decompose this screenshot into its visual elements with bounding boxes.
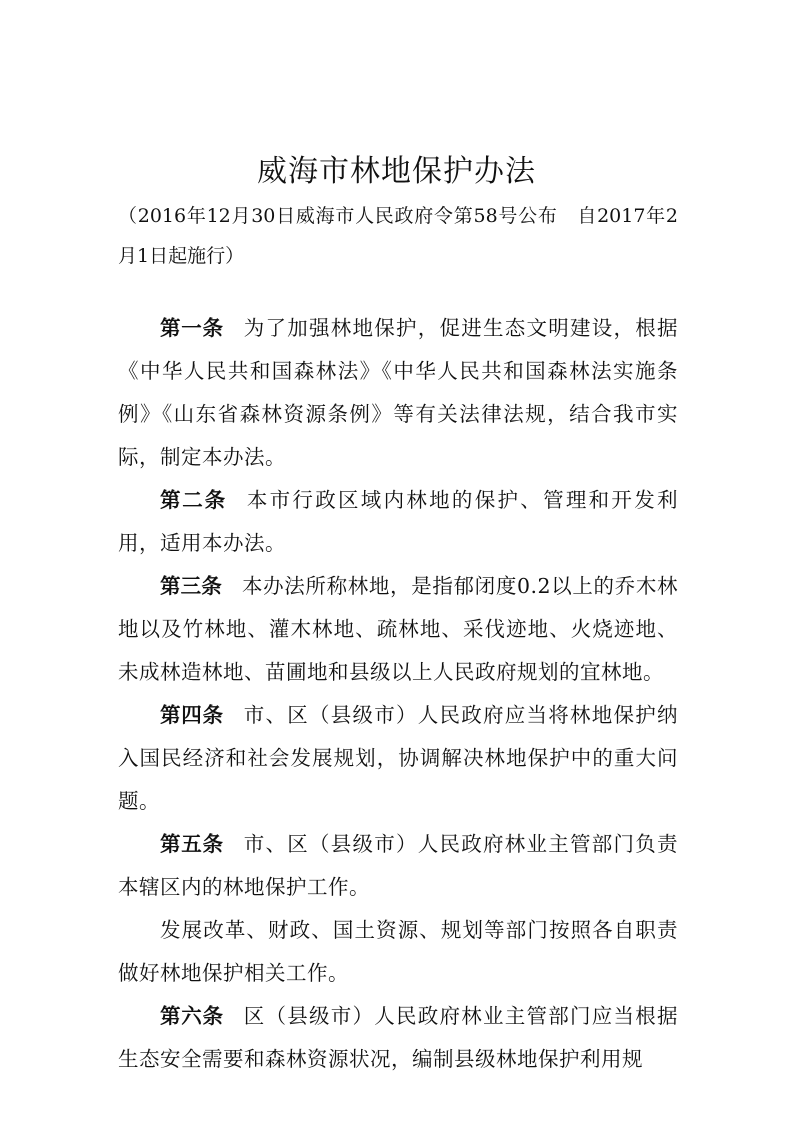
article-number: 第五条 [160, 832, 224, 856]
document-subtitle: （2016年12月30日威海市人民政府令第58号公布 自2017年2月1日起施行） [118, 205, 678, 267]
article-text: 市、区（县级市）人民政府林业主管部门负责本辖区内的林地保护工作。 [118, 832, 678, 899]
article-text: 市、区（县级市）人民政府应当将林地保护纳入国民经济和社会发展规划，协调解决林地保护中的重大问题。 [118, 703, 678, 813]
article-paragraph [118, 823, 678, 909]
article-paragraph [118, 565, 678, 694]
article-number: 第四条 [160, 703, 224, 727]
article-paragraph [118, 307, 678, 479]
article-paragraph [118, 995, 678, 1081]
article-text: 本办法所称林地，是指郁闭度0.2以上的乔木林地以及竹林地、灌木林地、疏林地、采伐迹地、火烧迹地、未成林造林地、苗圃地和县级以上人民政府规划的宜林地。 [118, 574, 678, 684]
article-text: 区（县级市）人民政府林业主管部门应当根据生态安全需要和森林资源状况，编制县级林地保护利用规 [118, 1004, 678, 1071]
article-text: 为了加强林地保护，促进生态文明建设，根据《中华人民共和国森林法》《中华人民共和国森林法实施条例》《山东省森林资源条例》等有关法律法规，结合我市实际，制定本办法。 [118, 316, 678, 469]
article-paragraph [118, 694, 678, 823]
article-number: 第一条 [160, 316, 224, 340]
article-text: 发展改革、财政、国土资源、规划等部门按照各自职责做好林地保护相关工作。 [118, 918, 678, 985]
document-body [118, 307, 678, 1081]
article-number: 第三条 [160, 574, 222, 598]
article-number: 第二条 [160, 488, 227, 512]
article-text: 本市行政区域内林地的保护、管理和开发利用，适用本办法。 [118, 488, 679, 555]
article-number: 第六条 [160, 1004, 224, 1028]
document-title: 威海市林地保护办法 [257, 154, 536, 189]
article-paragraph [118, 479, 678, 565]
article-paragraph [118, 909, 678, 995]
